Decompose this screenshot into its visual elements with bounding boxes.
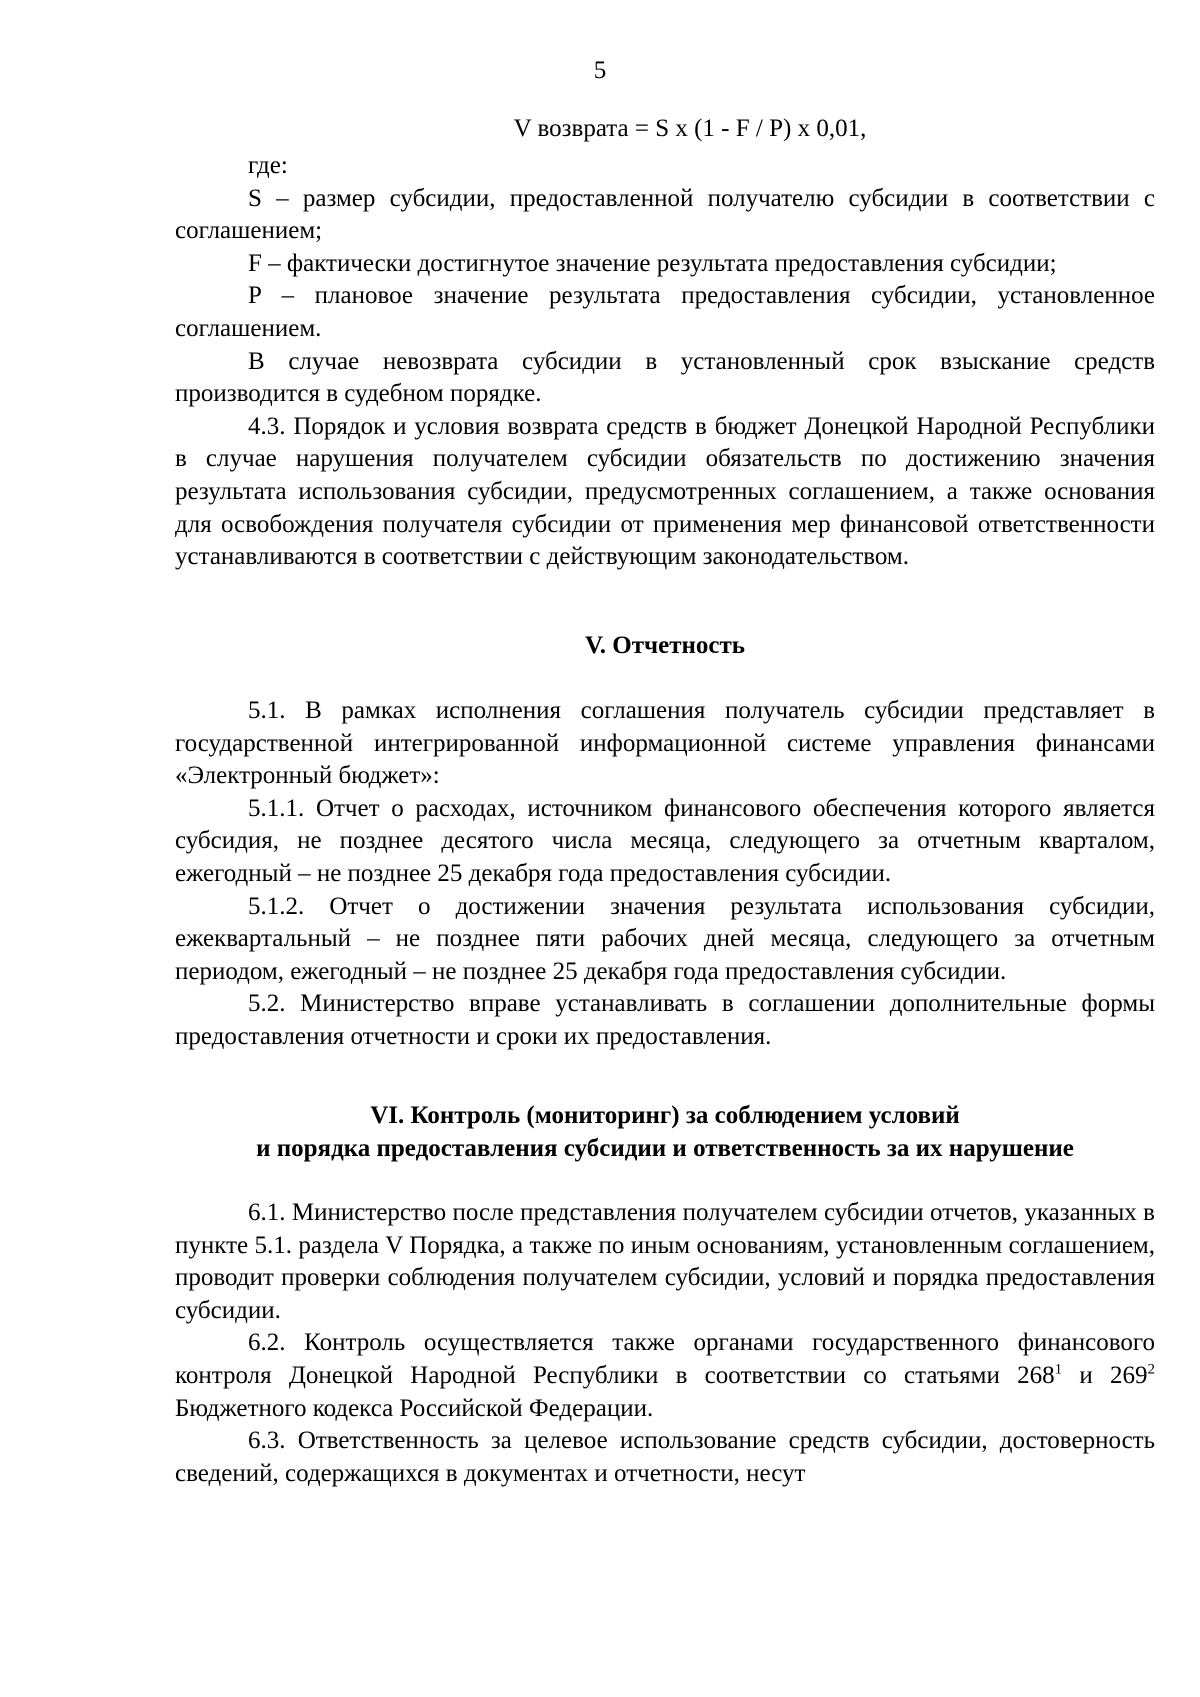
section-5-heading (175, 629, 1155, 662)
text-fragment: Бюджетного кодекса Российской Федерации. (175, 1394, 654, 1422)
paragraph: где: (248, 152, 288, 179)
formula-definitions-block (175, 150, 1155, 574)
section-5-title: V. Отчетность (584, 632, 746, 659)
paragraph: P – плановое значение результата предоставления субсидии, установленное соглашением. (175, 282, 1155, 342)
section-6-title-line-1: VI. Контроль (мониторинг) за соблюдением условий (370, 1102, 960, 1129)
text-fragment: 6.2. Контроль осуществляется также органами государственного финансового контроля Донецкой Народной Республики в соответствии со статьями 268 (175, 1329, 1155, 1389)
paragraph: 6.1. Министерство после представления получателем субсидии отчетов, указанных в пункте 5.1. раздела V Порядка, а также по иным основаниям, установленным соглашением, проводит проверки соблюдения получателем субсидии, условий и порядка предоставления субсидии. (175, 1199, 1155, 1324)
section-6-body (175, 1197, 1155, 1490)
paragraph: 5.1.2. Отчет о достижении значения результата использования субсидии, ежеквартальный – не позднее пяти рабочих дней месяца, следующего за отчетным периодом, ежегодный – не позднее 25 декабря года предоставления субсидии. (175, 892, 1155, 985)
paragraph: В случае невозврата субсидии в установленный срок взыскание средств производится в судебном порядке. (175, 347, 1155, 408)
paragraph: F – фактически достигнутое значение результата предоставления субсидии; (248, 249, 1057, 277)
paragraph (175, 1327, 1155, 1425)
section-6-title-line-2: и порядка предоставления субсидии и ответственность за их нарушение (256, 1135, 1074, 1162)
paragraph: S – размер субсидии, предоставленной получателю субсидии в соответствии с соглашением; (175, 184, 1155, 245)
paragraph: 5.1. В рамках исполнения соглашения получатель субсидии представляет в государственной интегрированной информационной системе управления финансами «Электронный бюджет»: (175, 697, 1155, 790)
paragraph: 5.2. Министерство вправе устанавливать в соглашении дополнительные формы предоставления отчетности и сроки их предоставления. (175, 990, 1155, 1050)
page-number: 5 (593, 57, 607, 84)
superscript: 1 (1054, 1361, 1063, 1378)
return-formula: V возврата = S x (1 - F / P) x 0,01, (513, 115, 867, 142)
section-6-heading (175, 1099, 1155, 1165)
paragraph: 4.3. Порядок и условия возврата средств в бюджет Донецкой Народной Республики в случае нарушения получателем субсидии обязательств по достижению значения результата использования субсидии, предусмотренных соглашением, а также основания для освобождения получателя субсидии от применения мер финансовой ответственности устанавливаются в соответствии с действующим законодательством. (175, 412, 1155, 571)
paragraph: 5.1.1. Отчет о расходах, источником финансового обеспечения которого является субсидия, не позднее десятого числа месяца, следующего за отчетным кварталом, ежегодный – не позднее 25 декабря года предоставления субсидии. (175, 794, 1155, 887)
section-5-body (175, 695, 1155, 1054)
text-fragment: и 269 (1062, 1361, 1148, 1389)
superscript: 2 (1147, 1361, 1155, 1378)
paragraph: 6.3. Ответственность за целевое использование средств субсидии, достоверность сведений, содержащихся в документах и отчетности, несут (175, 1427, 1155, 1487)
